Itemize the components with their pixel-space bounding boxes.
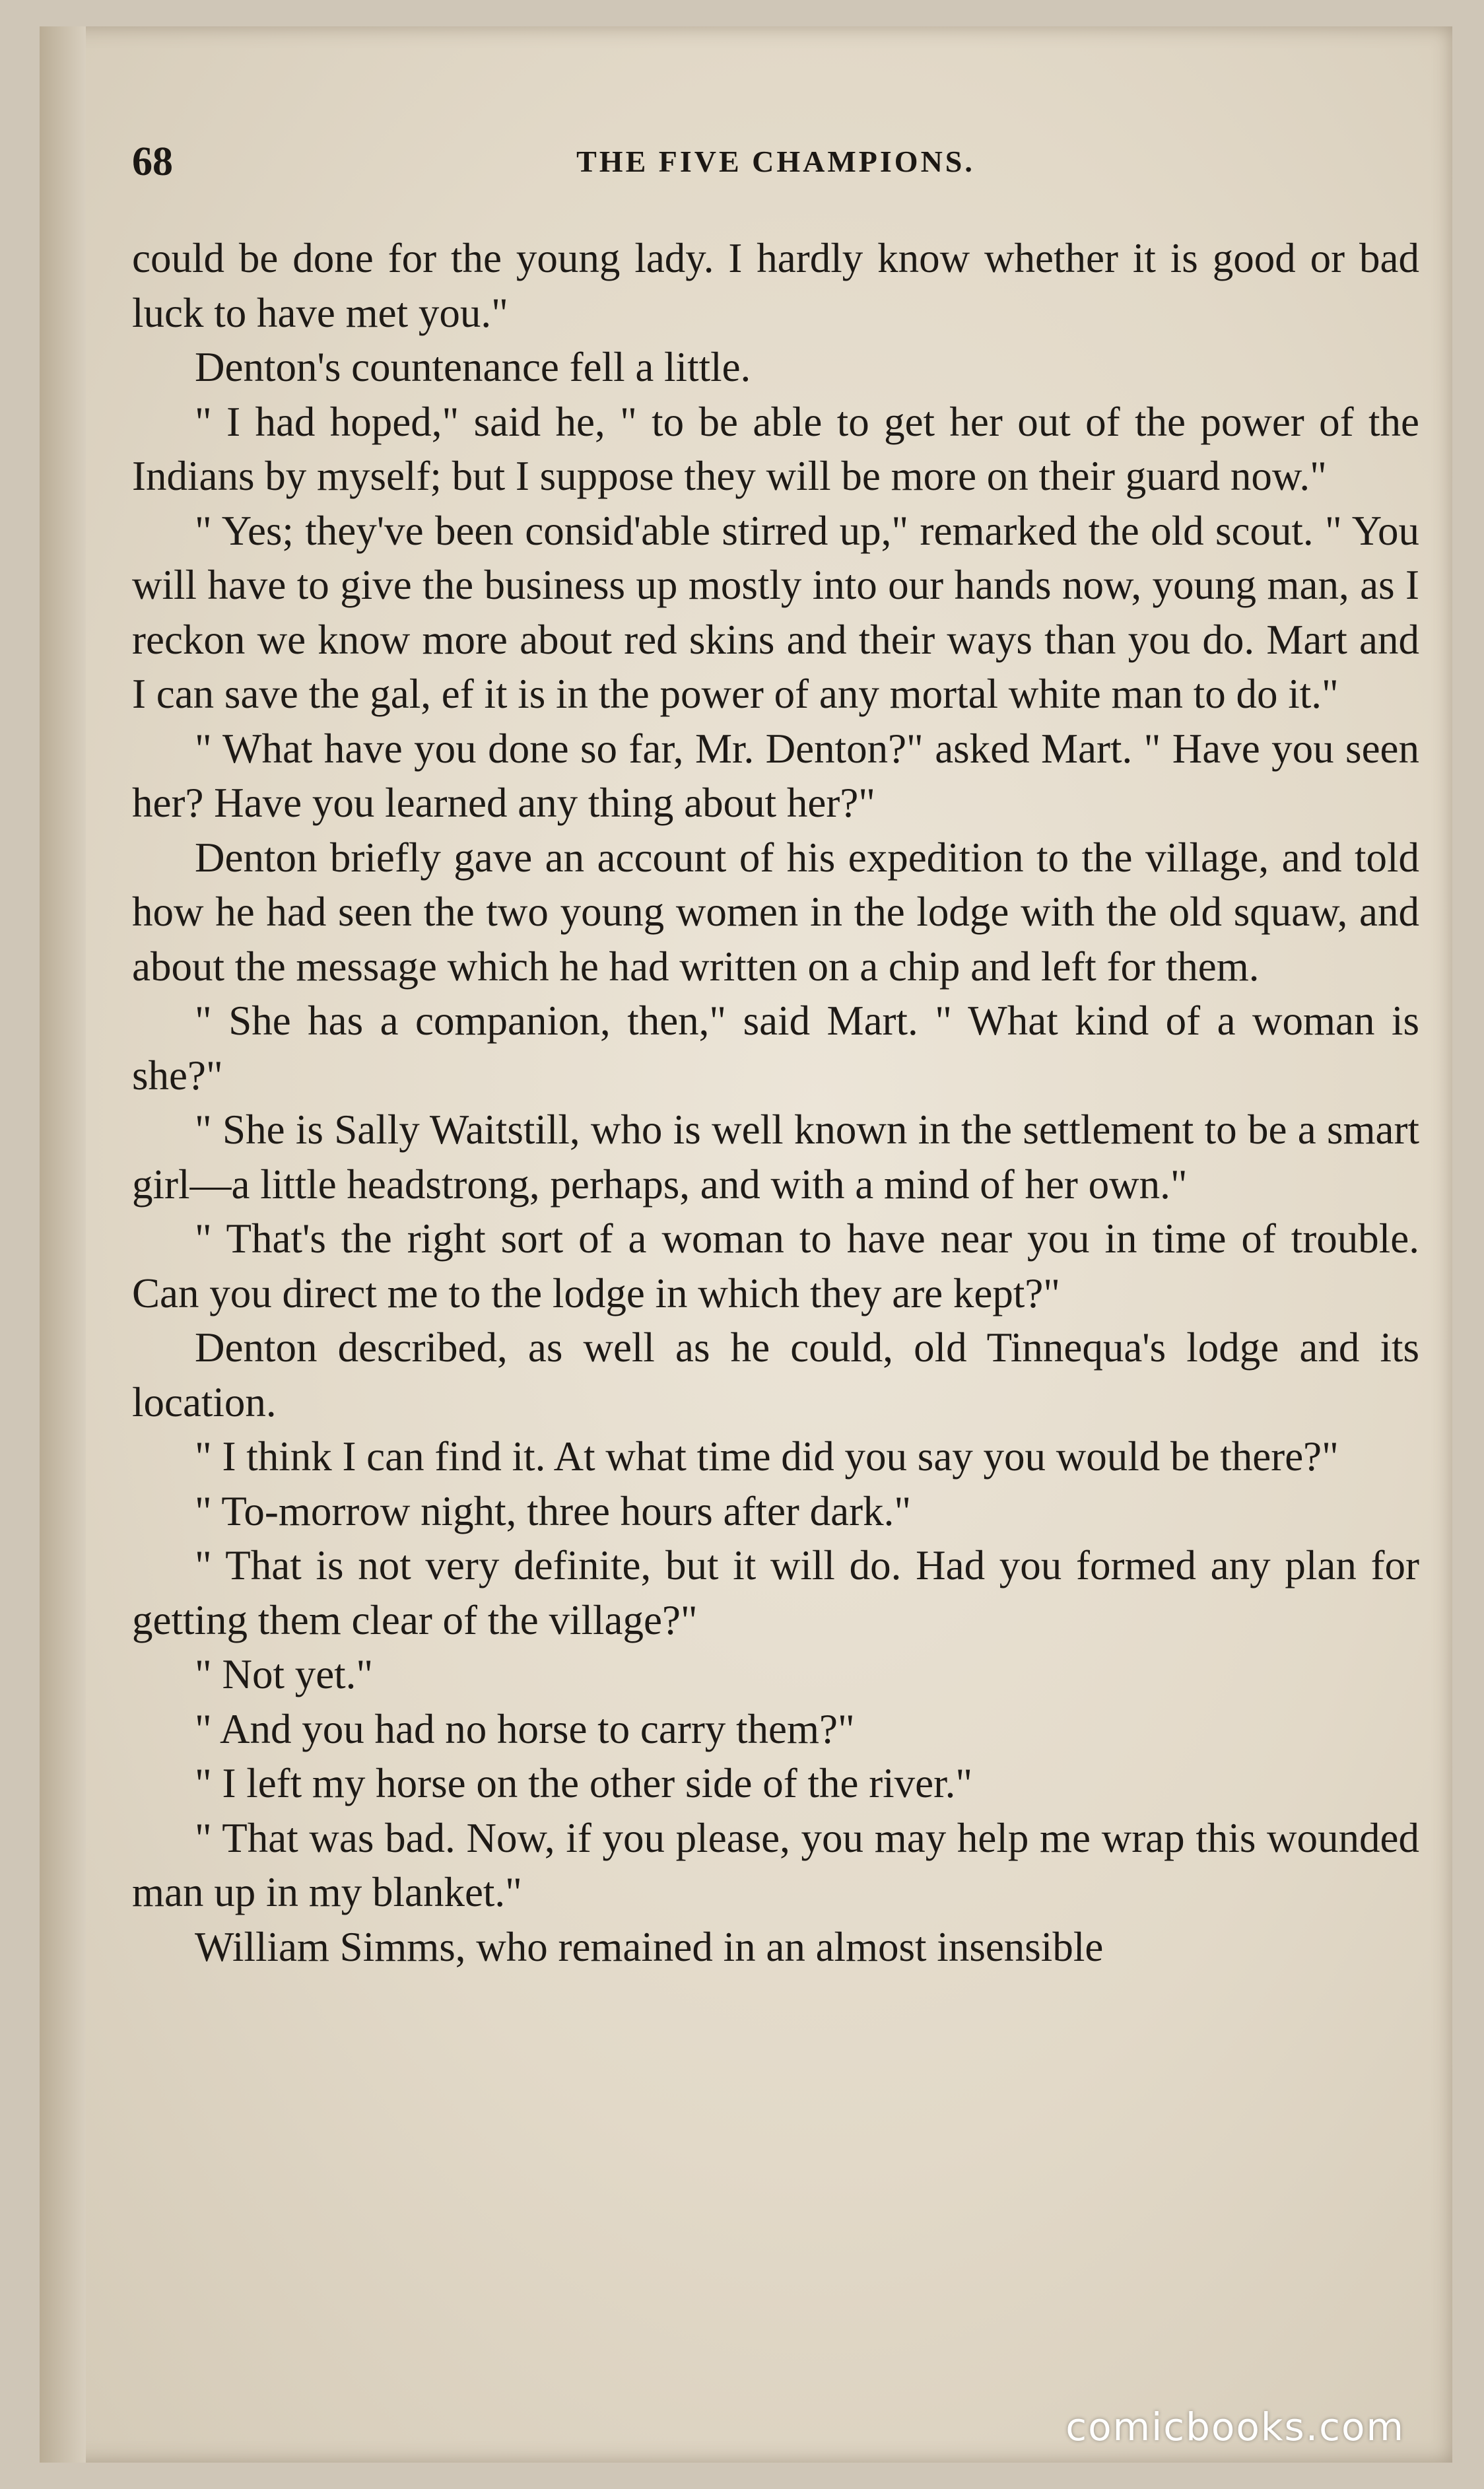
- paragraph: Denton briefly gave an account of his expedition to the village, and told how he had seen the two young women in the lodge with the old squaw, and about the message which he had written on a chip and left for them.: [132, 834, 1419, 990]
- page-number: 68: [132, 139, 173, 184]
- paragraph: " She has a companion, then," said Mart. " What kind of a woman is she?": [132, 998, 1419, 1099]
- paragraph: " That was bad. Now, if you please, you may help me wrap this wounded man up in my blanket.": [132, 1814, 1419, 1915]
- body-text: [132, 231, 1419, 1974]
- paragraph: " That is not very definite, but it will do. Had you formed any plan for getting them clear of the village?": [132, 1542, 1419, 1643]
- paragraph: " Yes; they've been consid'able stirred up," remarked the old scout. " You will have to give the business up mostly into our hands now, young man, as I reckon we know more about red skins and their ways than you do. Mart and I can save the gal, ef it is in the power of any mortal white man to do it.": [132, 507, 1419, 717]
- paragraph: " I had hoped," said he, " to be able to get her out of the power of the Indians by myself; but I suppose they will be more on their guard now.": [132, 398, 1419, 499]
- paragraph: " I think I can find it. At what time did you say you would be there?": [195, 1433, 1339, 1480]
- paragraph: could be done for the young lady. I hardly know whether it is good or bad luck to have met you.": [132, 235, 1419, 336]
- paragraph: " That's the right sort of a woman to have near you in time of trouble. Can you direct me to the lodge in which they are kept?": [132, 1215, 1419, 1316]
- paragraph: " What have you done so far, Mr. Denton?" asked Mart. " Have you seen her? Have you learned any thing about her?": [132, 725, 1419, 826]
- paragraph: " I left my horse on the other side of the river.": [195, 1760, 973, 1806]
- paragraph: Denton's countenance fell a little.: [195, 344, 751, 390]
- paragraph: " She is Sally Waitstill, who is well known in the settlement to be a smart girl—a little headstrong, perhaps, and with a mind of her own.": [132, 1107, 1419, 1208]
- page-header: [132, 139, 1419, 198]
- paragraph: Denton described, as well as he could, old Tinnequa's lodge and its location.: [132, 1324, 1419, 1425]
- book-page: [40, 26, 1452, 2463]
- paragraph: " And you had no horse to carry them?": [195, 1705, 855, 1752]
- paragraph: William Simms, who remained in an almost insensible: [195, 1923, 1104, 1970]
- page-edge: [40, 26, 86, 2463]
- paragraph: " To-morrow night, three hours after dark.": [195, 1487, 912, 1534]
- running-head: THE FIVE CHAMPIONS.: [576, 145, 975, 178]
- paragraph: " Not yet.": [195, 1651, 374, 1697]
- watermark: comicbooks.com: [1065, 2404, 1405, 2449]
